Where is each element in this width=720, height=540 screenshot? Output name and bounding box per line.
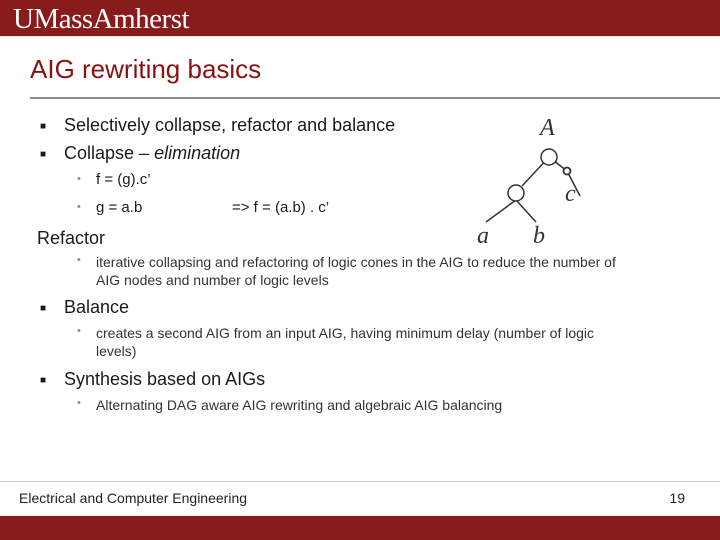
- university-logo: UMassAmherst: [13, 3, 190, 35]
- header-bar: [0, 0, 720, 36]
- sub-bullet-balance-desc: creates a second AIG from an input AIG, having minimum delay (number of logic levels): [96, 325, 595, 359]
- edge-and-to-b: [516, 200, 536, 222]
- square-bullet-icon: ■: [40, 303, 47, 314]
- graph-label-a: a: [477, 223, 489, 249]
- bullet-collapse: [64, 142, 240, 164]
- square-bullet-icon: ■: [40, 375, 47, 386]
- bullet-selectively-collapse: Selectively collapse, refactor and balance: [64, 115, 396, 135]
- dot-bullet-icon: •: [77, 201, 81, 213]
- sub-bullet-g-equation: g = a.b: [96, 199, 143, 216]
- bullet-collapse-prefix: Collapse –: [64, 143, 155, 163]
- header-divider: [0, 36, 720, 37]
- edge-and-to-a: [486, 200, 516, 222]
- graph-label-c: c: [565, 181, 576, 207]
- sub-bullet-synthesis-desc: Alternating DAG aware AIG rewriting and algebraic AIG balancing: [96, 397, 503, 413]
- footer-bar: [0, 516, 720, 540]
- inner-and-node: [508, 185, 524, 201]
- footer-divider: [0, 481, 720, 482]
- dot-bullet-icon: •: [77, 325, 81, 337]
- sub-bullet-result-equation: => f = (a.b) . c’: [232, 199, 330, 216]
- page-number: 19: [669, 490, 685, 506]
- bullet-synthesis: Synthesis based on AIGs: [64, 369, 266, 389]
- dot-bullet-icon: •: [77, 397, 81, 409]
- aig-graph-diagram: [470, 114, 590, 250]
- graph-label-b: b: [533, 223, 545, 249]
- bullet-balance: Balance: [64, 297, 130, 317]
- dot-bullet-icon: •: [77, 173, 81, 185]
- footer-department: Electrical and Computer Engineering: [19, 490, 248, 506]
- sub-bullet-f-equation: f = (g).c’: [96, 171, 151, 188]
- bullet-refactor: Refactor: [37, 228, 106, 248]
- graph-label-root: A: [540, 115, 555, 141]
- sub-bullet-refactor-desc: iterative collapsing and refactoring of logic cones in the AIG to reduce the number of AIG nodes and number of logic levels: [96, 254, 616, 288]
- bullet-collapse-emphasis: elimination: [154, 143, 241, 163]
- square-bullet-icon: ■: [40, 121, 47, 132]
- slide-title: AIG rewriting basics: [30, 54, 262, 84]
- root-and-node: [541, 149, 557, 165]
- dot-bullet-icon: •: [77, 254, 81, 266]
- square-bullet-icon: ■: [40, 149, 47, 160]
- inverter-bubble-icon: [564, 168, 571, 175]
- title-underline: [30, 97, 720, 99]
